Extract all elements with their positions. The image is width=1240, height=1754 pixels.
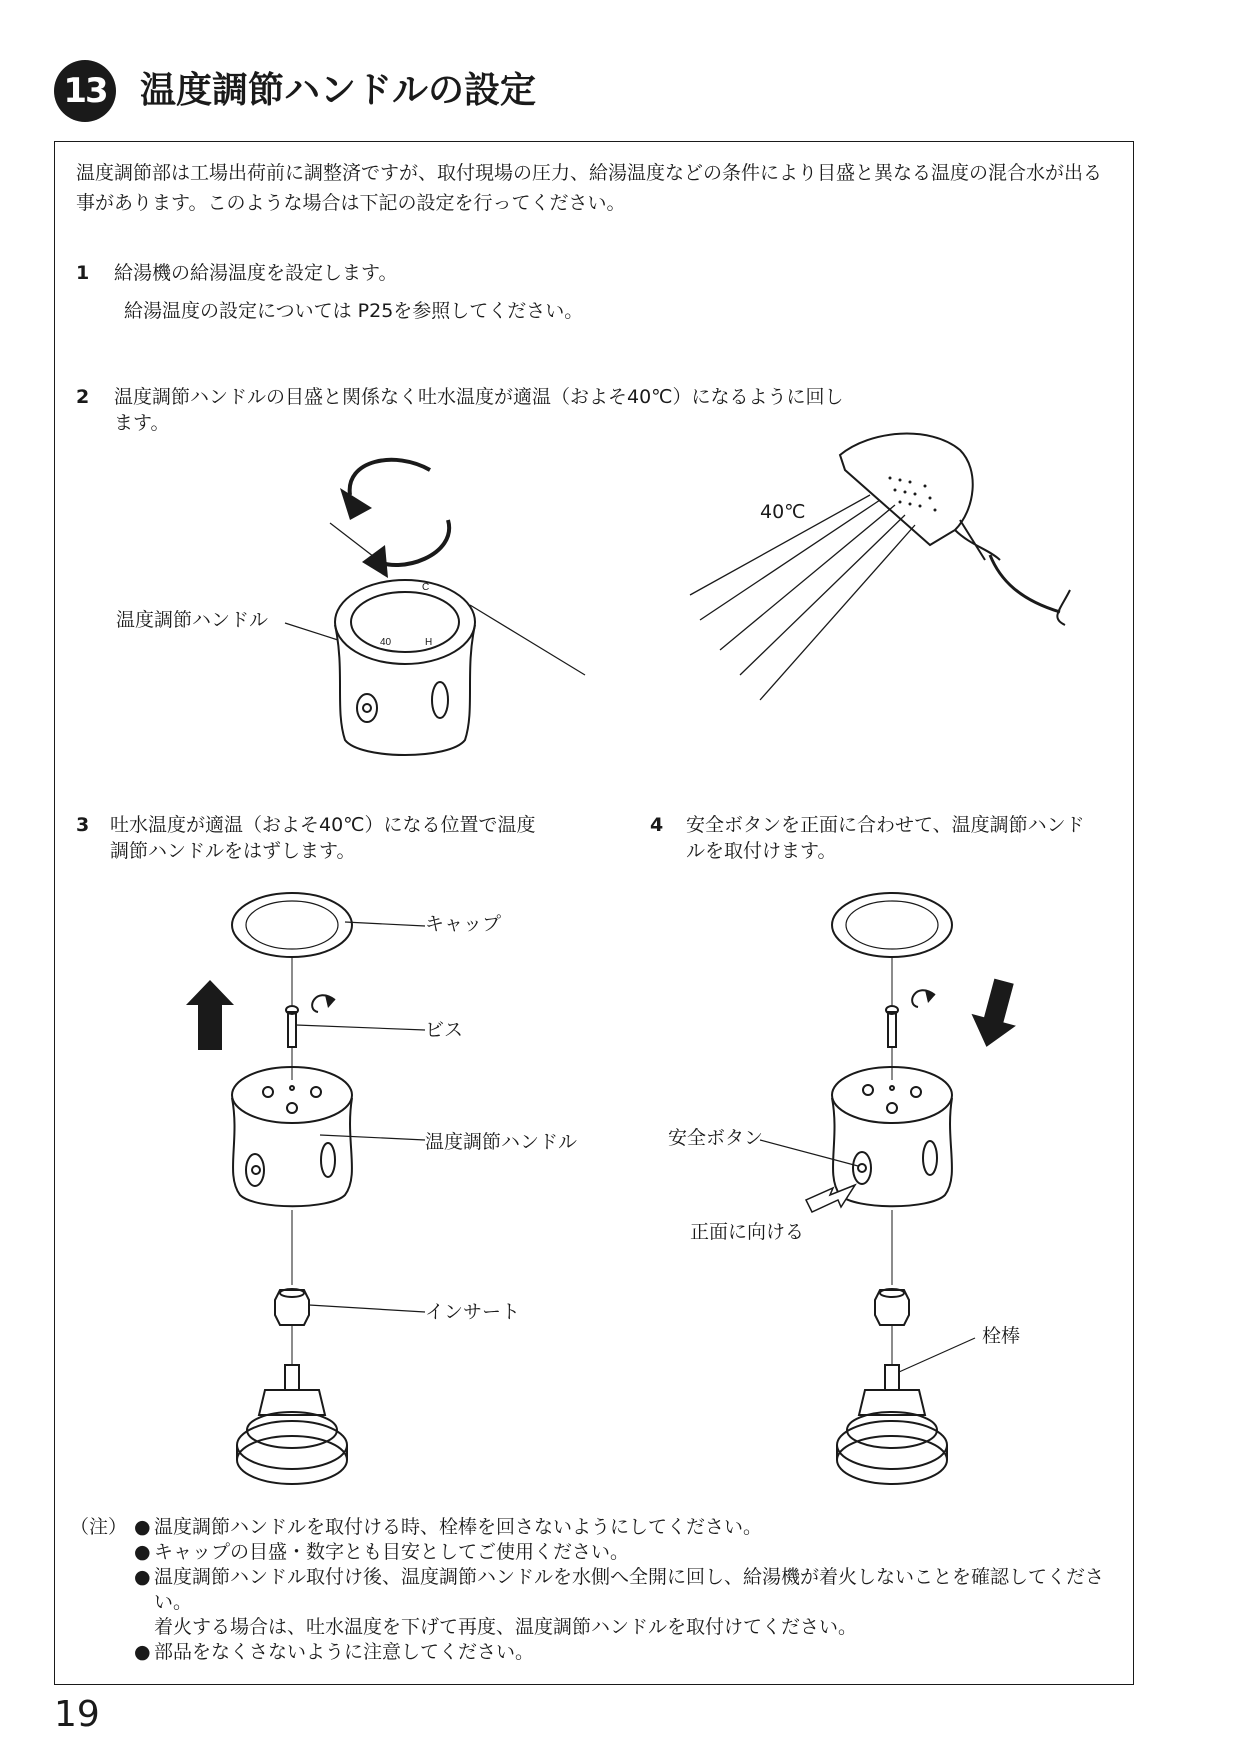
note-item (134, 1565, 1114, 1615)
bullet-icon: ● (134, 1641, 151, 1663)
dial-c-mark: C (422, 582, 430, 593)
intro-paragraph: 温度調節部は工場出荷前に調整済ですが、取付現場の圧力、給湯温度などの条件により目盛と異なる温度の混合水が出る事があります。このような場合は下記の設定を行ってください。 (76, 162, 1103, 214)
notes-list (134, 1515, 1114, 1665)
step-text: 給湯機の給湯温度を設定します。 (114, 262, 398, 284)
notes-heading: （注） (70, 1516, 128, 1538)
label-handle-step3: 温度調節ハンドル (425, 1131, 578, 1153)
note-text: キャップの目盛・数字とも目安としてご使用ください。 (154, 1541, 630, 1563)
shower-head-illustration (690, 434, 1070, 700)
arrow-down-icon (964, 975, 1026, 1053)
label-temperature: 40℃ (760, 501, 806, 523)
step-text: 安全ボタンを正面に合わせて、温度調節ハンドルを取付けます。 (686, 814, 1085, 862)
note-item (134, 1515, 1114, 1540)
step-number: 1 (76, 262, 90, 284)
dial-40-mark: 40 (380, 637, 392, 648)
step-text: 吐水温度が適温（およそ40℃）になる位置で温度調節ハンドルをはずします。 (110, 814, 536, 862)
label-spindle: 栓棒 (982, 1325, 1021, 1347)
step-number: 4 (650, 814, 664, 836)
arrow-front-icon (806, 1185, 855, 1212)
note-text: 温度調節ハンドルを取付ける時、栓棒を回さないようにしてください。 (154, 1516, 763, 1538)
note-extra: 着火する場合は、吐水温度を下げて再度、温度調節ハンドルを取付けてください。 (154, 1616, 858, 1638)
label-face-front: 正面に向ける (690, 1221, 805, 1243)
step-subtext: 給湯温度の設定については P25を参照してください。 (124, 300, 584, 322)
step-text: 温度調節ハンドルの目盛と関係なく吐水温度が適温（およそ40℃）になるように回します。 (114, 386, 844, 434)
page-title: 温度調節ハンドルの設定 (140, 70, 537, 111)
section-number-badge: 13 (54, 60, 116, 122)
note-item (134, 1640, 1114, 1665)
bullet-icon: ● (134, 1566, 151, 1588)
page-number: 19 (54, 1694, 100, 1735)
dial-h-mark: H (425, 637, 433, 648)
step-number: 2 (76, 386, 90, 408)
step-number: 3 (76, 814, 90, 836)
label-safety-button: 安全ボタン (668, 1127, 764, 1149)
label-screw: ビス (425, 1019, 464, 1041)
exploded-view-removal (186, 893, 425, 1484)
exploded-view-install (760, 893, 1026, 1484)
label-insert: インサート (425, 1301, 521, 1323)
bullet-icon: ● (134, 1516, 151, 1538)
note-text: 部品をなくさないように注意してください。 (154, 1641, 535, 1663)
note-item (134, 1540, 1114, 1565)
label-cap: キャップ (425, 913, 502, 935)
note-text: 温度調節ハンドル取付け後、温度調節ハンドルを水側へ全開に回し、給湯機が着火しないことを確認してください。 (154, 1566, 1105, 1613)
arrow-up-icon (186, 980, 234, 1050)
handle-rotation-illustration (285, 460, 585, 755)
label-handle-step2: 温度調節ハンドル (116, 609, 269, 631)
bullet-icon: ● (134, 1541, 151, 1563)
